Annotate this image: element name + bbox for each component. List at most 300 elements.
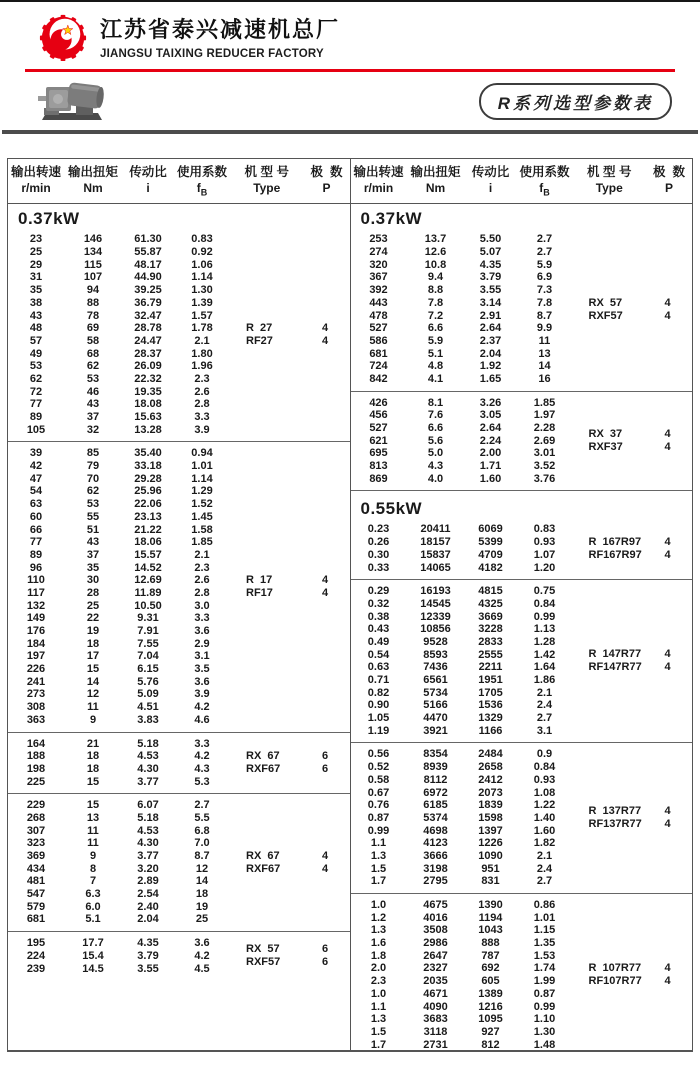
ratio-cell: 22.32 — [134, 372, 162, 385]
ratio-cell: 5.09 — [137, 688, 159, 701]
ratio-cell: 2.64 — [479, 322, 502, 335]
service-factor-cell: 2.3 — [194, 372, 210, 385]
sub-header — [0, 74, 700, 130]
ratio-cell: 2.89 — [137, 875, 159, 888]
service-factor-cell: 0.99 — [533, 1000, 556, 1013]
power-section-label: 0.37kW — [18, 209, 80, 229]
data-block — [351, 746, 693, 890]
service-factor-cell: 2.4 — [536, 699, 553, 712]
poles-value: 4 — [664, 535, 671, 548]
service-factor-cell: 1.52 — [191, 498, 213, 511]
torque-cell: 15 — [86, 663, 100, 676]
ratio-cell: 13.28 — [134, 423, 162, 436]
power-section-label: 0.55kW — [360, 499, 423, 519]
ratio-cell: 1390 — [478, 899, 503, 912]
service-factor-cell: 3.5 — [194, 663, 210, 676]
speed-cell: 49 — [29, 347, 43, 360]
service-factor-cell: 1.85 — [533, 396, 556, 409]
torque-cell: 4016 — [423, 911, 448, 924]
ratio-cell: 4.30 — [137, 762, 159, 775]
ratio-cell: 1.92 — [479, 360, 502, 373]
service-factor-cell: 3.1 — [536, 724, 553, 737]
torque-cell: 8.8 — [427, 284, 444, 297]
ratio-cell: 2.91 — [479, 309, 502, 322]
ratio-cell: 19.35 — [134, 385, 162, 398]
torque-cell: 69 — [86, 322, 100, 335]
type-line — [230, 850, 350, 863]
speed-cell: 695 — [369, 447, 388, 460]
ratio-cell: 4.30 — [137, 837, 159, 850]
ratio-cell: 2658 — [478, 761, 503, 774]
torque-cell: 9 — [89, 850, 97, 863]
model-type: RX 37 — [588, 428, 623, 441]
ratio-cell: 3228 — [478, 623, 503, 636]
speed-cell: 226 — [26, 663, 46, 676]
torque-cell: 17 — [86, 650, 100, 663]
ratio-cell: 605 — [481, 975, 500, 988]
poles-value: 4 — [664, 818, 671, 831]
ratio-cell: 4.51 — [137, 701, 159, 714]
torque-cell: 79 — [86, 460, 100, 473]
speed-cell: 724 — [369, 360, 388, 373]
speed-cell: 527 — [369, 322, 388, 335]
torque-cell: 18157 — [420, 536, 451, 549]
speed-cell: 443 — [369, 296, 388, 309]
speed-cell: 1.3 — [370, 1013, 387, 1026]
torque-cell: 51 — [86, 523, 100, 536]
ratio-cell: 48.17 — [134, 258, 162, 271]
company-header — [0, 2, 700, 63]
ratio-cell: 1329 — [478, 712, 503, 725]
speed-cell: 1.5 — [370, 1025, 387, 1038]
service-factor-cell: 18 — [195, 888, 209, 901]
torque-cell: 107 — [83, 271, 103, 284]
type-label-group — [230, 935, 350, 977]
service-factor-cell: 2.1 — [194, 334, 210, 347]
poles-value: 4 — [321, 334, 329, 347]
ratio-cell: 1216 — [478, 1000, 503, 1013]
ratio-cell: 1705 — [478, 686, 503, 699]
service-factor-cell: 1.85 — [191, 536, 213, 549]
speed-cell: 0.32 — [367, 597, 390, 610]
ratio-cell: 692 — [481, 962, 500, 975]
speed-cell: 48 — [29, 322, 43, 335]
ratio-cell: 4.35 — [479, 258, 502, 271]
type-line — [230, 750, 350, 763]
service-factor-cell: 1.13 — [533, 623, 556, 636]
speed-cell: 31 — [29, 271, 43, 284]
speed-cell: 1.8 — [370, 949, 387, 962]
service-factor-cell: 2.1 — [536, 686, 553, 699]
service-factor-cell: 1.40 — [533, 811, 556, 824]
torque-cell: 5.0 — [427, 447, 444, 460]
torque-cell: 16193 — [420, 585, 451, 598]
type-line — [573, 648, 693, 661]
data-block — [8, 231, 350, 438]
torque-cell: 7.6 — [427, 409, 444, 422]
type-label-group — [573, 521, 693, 576]
service-factor-cell: 3.9 — [194, 423, 210, 436]
col-header-ratio: 传动比 i — [129, 165, 167, 195]
speed-cell: 54 — [29, 485, 43, 498]
speed-cell: 392 — [369, 284, 388, 297]
poles-value: 4 — [664, 296, 671, 309]
speed-cell: 224 — [26, 949, 46, 962]
col-header-speed: 输出转速 r/min — [10, 165, 61, 195]
type-label-group — [573, 583, 693, 739]
ratio-cell: 4815 — [478, 585, 503, 598]
gray-divider-rule — [2, 130, 698, 134]
col-header-poles: 极 数 P — [653, 165, 685, 195]
torque-cell: 70 — [86, 472, 100, 485]
ratio-cell: 2.04 — [479, 347, 502, 360]
ratio-cell: 4182 — [478, 561, 503, 574]
service-factor-cell: 0.84 — [533, 761, 556, 774]
speed-cell: 367 — [369, 271, 388, 284]
type-label-group — [230, 797, 350, 928]
service-factor-cell: 4.6 — [194, 713, 210, 726]
model-type: RXF57 — [246, 956, 281, 969]
speed-cell: 1.19 — [367, 724, 390, 737]
service-factor-cell: 2.8 — [194, 398, 210, 411]
service-factor-cell: 12 — [195, 862, 209, 875]
type-line — [573, 818, 693, 831]
ratio-cell: 2555 — [478, 648, 503, 661]
speed-cell: 57 — [29, 334, 43, 347]
ratio-cell: 5399 — [478, 536, 503, 549]
speed-cell: 369 — [26, 850, 46, 863]
data-block — [351, 583, 693, 739]
table-panel-right — [351, 159, 693, 1050]
speed-cell: 0.71 — [367, 674, 390, 687]
table-body-left — [8, 204, 350, 977]
torque-cell: 9528 — [423, 635, 448, 648]
torque-cell: 94 — [86, 284, 100, 297]
speed-cell: 43 — [29, 309, 43, 322]
speed-cell: 1.3 — [370, 849, 387, 862]
ratio-cell: 3669 — [478, 610, 503, 623]
service-factor-cell: 1.35 — [533, 937, 556, 950]
ratio-cell: 5.76 — [137, 675, 159, 688]
service-factor-cell: 1.42 — [533, 648, 556, 661]
service-factor-cell: 1.86 — [533, 674, 556, 687]
data-block — [351, 521, 693, 576]
torque-cell: 3666 — [423, 849, 448, 862]
ratio-cell: 2211 — [478, 661, 503, 674]
block-divider — [351, 490, 693, 491]
service-factor-cell: 1.82 — [533, 837, 556, 850]
speed-cell: 586 — [369, 334, 388, 347]
service-factor-cell: 1.57 — [191, 309, 213, 322]
selection-parameter-table — [7, 158, 693, 1052]
speed-cell: 842 — [369, 372, 388, 385]
poles-value: 6 — [321, 749, 329, 762]
torque-cell: 14065 — [420, 561, 451, 574]
torque-cell: 62 — [86, 360, 100, 373]
speed-cell: 164 — [26, 737, 46, 750]
service-factor-cell: 4.3 — [194, 762, 210, 775]
service-factor-cell: 0.9 — [536, 748, 553, 761]
service-factor-cell: 1.01 — [191, 460, 213, 473]
service-factor-cell: 6.8 — [194, 824, 210, 837]
speed-cell: 184 — [26, 637, 46, 650]
type-line — [573, 962, 693, 975]
poles-value: 4 — [321, 849, 329, 862]
service-factor-cell: 1.06 — [191, 258, 213, 271]
speed-cell: 0.26 — [367, 536, 390, 549]
torque-cell: 7.2 — [427, 309, 444, 322]
torque-cell: 5.1 — [427, 347, 444, 360]
ratio-cell: 25.96 — [134, 485, 162, 498]
type-line — [573, 441, 693, 454]
ratio-cell: 12.69 — [134, 574, 162, 587]
torque-cell: 13 — [86, 811, 100, 824]
service-factor-cell: 3.76 — [533, 472, 556, 485]
type-line — [573, 661, 693, 674]
torque-cell: 4.0 — [427, 472, 444, 485]
model-type: RXF67 — [246, 762, 281, 775]
speed-cell: 1.05 — [367, 712, 390, 725]
ratio-cell: 951 — [481, 862, 500, 875]
poles-value: 6 — [321, 762, 329, 775]
torque-cell: 14.5 — [82, 962, 104, 975]
speed-cell: 813 — [369, 460, 388, 473]
speed-cell: 0.76 — [367, 799, 390, 812]
model-type: RXF37 — [588, 441, 623, 454]
torque-cell: 18 — [86, 637, 100, 650]
ratio-cell: 29.28 — [134, 472, 162, 485]
service-factor-cell: 1.29 — [191, 485, 213, 498]
table-panel-left — [8, 159, 351, 1050]
torque-cell: 11 — [87, 824, 99, 837]
service-factor-cell: 1.96 — [191, 360, 213, 373]
speed-cell: 42 — [29, 460, 43, 473]
speed-cell: 1.0 — [370, 987, 387, 1000]
service-factor-cell: 3.3 — [194, 411, 210, 424]
service-factor-cell: 1.39 — [191, 296, 213, 309]
service-factor-cell: 3.52 — [533, 460, 556, 473]
model-type: R 107R77 — [588, 962, 642, 975]
speed-cell: 308 — [26, 701, 46, 714]
speed-cell: 2.0 — [370, 962, 387, 975]
service-factor-cell: 2.7 — [194, 799, 210, 812]
torque-cell: 19 — [86, 625, 100, 638]
poles-value: 4 — [664, 428, 671, 441]
speed-cell: 0.43 — [367, 623, 390, 636]
speed-cell: 197 — [26, 650, 46, 663]
speed-cell: 225 — [26, 775, 46, 788]
torque-cell: 17.7 — [82, 937, 104, 950]
speed-cell: 456 — [369, 409, 388, 422]
ratio-cell: 3.14 — [479, 296, 502, 309]
type-line — [573, 536, 693, 549]
torque-cell: 18 — [86, 762, 100, 775]
speed-cell: 66 — [29, 523, 43, 536]
service-factor-cell: 0.93 — [533, 773, 556, 786]
service-factor-cell: 2.1 — [194, 548, 210, 561]
ratio-cell: 39.25 — [134, 284, 162, 297]
ratio-cell: 1951 — [478, 674, 503, 687]
torque-cell: 55 — [86, 510, 100, 523]
torque-cell: 2647 — [423, 949, 448, 962]
service-factor-cell: 8.7 — [194, 850, 210, 863]
speed-cell: 426 — [369, 396, 388, 409]
speed-cell: 320 — [369, 258, 388, 271]
ratio-cell: 4.53 — [137, 824, 159, 837]
block-divider — [351, 579, 693, 580]
model-type: RF17 — [246, 586, 273, 599]
speed-cell: 176 — [26, 625, 46, 638]
type-label-group — [573, 395, 693, 488]
service-factor-cell: 1.01 — [533, 911, 556, 924]
ratio-cell: 1090 — [478, 849, 503, 862]
ratio-cell: 2833 — [478, 635, 503, 648]
speed-cell: 35 — [29, 284, 43, 297]
speed-cell: 273 — [26, 688, 46, 701]
speed-cell: 1.7 — [370, 1038, 387, 1050]
torque-cell: 88 — [86, 296, 100, 309]
ratio-cell: 11.89 — [134, 586, 162, 599]
service-factor-cell: 2.4 — [536, 862, 553, 875]
torque-cell: 46 — [86, 385, 100, 398]
ratio-cell: 3.20 — [137, 862, 159, 875]
ratio-cell: 3.05 — [479, 409, 502, 422]
ratio-cell: 10.50 — [134, 599, 162, 612]
service-factor-cell: 1.99 — [533, 975, 556, 988]
speed-cell: 0.99 — [367, 824, 390, 837]
torque-cell: 15.4 — [82, 949, 104, 962]
ratio-cell: 15.57 — [134, 548, 162, 561]
ratio-cell: 24.47 — [134, 334, 162, 347]
torque-cell: 5.1 — [85, 913, 101, 926]
ratio-cell: 2.54 — [137, 888, 159, 901]
service-factor-cell: 3.6 — [194, 937, 210, 950]
series-title-badge: R系列选型参数表 — [479, 83, 672, 120]
torque-cell: 15 — [86, 775, 100, 788]
block-divider — [8, 732, 350, 733]
service-factor-cell: 4.2 — [194, 949, 210, 962]
data-block — [8, 797, 350, 928]
block-divider — [351, 742, 693, 743]
torque-cell: 14545 — [420, 597, 451, 610]
service-factor-cell: 9.9 — [536, 322, 553, 335]
ratio-cell: 5.18 — [137, 737, 159, 750]
service-factor-cell: 3.6 — [194, 625, 210, 638]
ratio-cell: 2.40 — [137, 900, 159, 913]
model-type: RF147R77 — [588, 661, 642, 674]
service-factor-cell: 1.14 — [191, 271, 213, 284]
torque-cell: 8354 — [423, 748, 448, 761]
service-factor-cell: 1.14 — [191, 472, 213, 485]
torque-cell: 68 — [86, 347, 100, 360]
type-line — [230, 322, 350, 335]
ratio-cell: 7.91 — [137, 625, 159, 638]
company-titles — [100, 11, 340, 60]
type-line — [573, 310, 693, 323]
ratio-cell: 1194 — [478, 911, 503, 924]
ratio-cell: 26.09 — [134, 360, 162, 373]
torque-cell: 6.0 — [85, 900, 101, 913]
speed-cell: 132 — [26, 599, 46, 612]
speed-cell: 323 — [26, 837, 46, 850]
speed-cell: 1.6 — [370, 937, 387, 950]
speed-cell: 1.2 — [370, 911, 387, 924]
service-factor-cell: 2.7 — [536, 233, 553, 246]
service-factor-cell: 3.01 — [533, 447, 556, 460]
company-name-en: JIANGSU TAIXING REDUCER FACTORY — [100, 48, 324, 60]
service-factor-cell: 1.10 — [533, 1013, 556, 1026]
speed-cell: 229 — [26, 799, 46, 812]
poles-value: 4 — [664, 648, 671, 661]
speed-cell: 149 — [26, 612, 46, 625]
ratio-cell: 14.52 — [134, 561, 162, 574]
ratio-cell: 1397 — [478, 824, 503, 837]
service-factor-cell: 1.80 — [191, 347, 213, 360]
model-type: RF167R97 — [588, 548, 642, 561]
ratio-cell: 3.77 — [137, 775, 159, 788]
ratio-cell: 1598 — [478, 811, 503, 824]
ratio-cell: 2.04 — [137, 913, 159, 926]
torque-cell: 4671 — [423, 987, 448, 1000]
service-factor-cell: 16 — [538, 372, 551, 385]
torque-cell: 5374 — [423, 811, 448, 824]
ratio-cell: 15.63 — [134, 411, 162, 424]
service-factor-cell: 1.45 — [191, 510, 213, 523]
ratio-cell: 55.87 — [134, 246, 162, 259]
torque-cell: 4.3 — [427, 460, 444, 473]
speed-cell: 1.5 — [370, 862, 387, 875]
block-divider — [8, 793, 350, 794]
speed-cell: 105 — [26, 423, 46, 436]
data-block — [8, 445, 350, 728]
ratio-cell: 22.06 — [134, 498, 162, 511]
speed-cell: 527 — [369, 422, 388, 435]
service-factor-cell: 7.0 — [194, 837, 210, 850]
speed-cell: 0.29 — [367, 585, 390, 598]
speed-cell: 253 — [369, 233, 388, 246]
service-factor-cell: 1.78 — [191, 322, 213, 335]
service-factor-cell: 1.15 — [533, 924, 556, 937]
speed-cell: 0.52 — [367, 761, 390, 774]
torque-cell: 3508 — [423, 924, 448, 937]
ratio-cell: 28.78 — [134, 322, 162, 335]
ratio-cell: 2073 — [478, 786, 503, 799]
poles-value: 4 — [664, 548, 671, 561]
ratio-cell: 7.04 — [137, 650, 159, 663]
ratio-cell: 787 — [481, 949, 500, 962]
torque-cell: 25 — [86, 599, 100, 612]
ratio-cell: 1536 — [478, 699, 503, 712]
ratio-cell: 6.15 — [137, 663, 159, 676]
torque-cell: 4.8 — [427, 360, 444, 373]
block-divider — [8, 441, 350, 442]
speed-cell: 198 — [26, 762, 46, 775]
ratio-cell: 4325 — [478, 597, 503, 610]
torque-cell: 3198 — [423, 862, 448, 875]
speed-cell: 96 — [29, 561, 43, 574]
speed-cell: 481 — [26, 875, 46, 888]
ratio-cell: 1.71 — [479, 460, 502, 473]
model-type: RF27 — [246, 334, 273, 347]
service-factor-cell: 1.64 — [533, 661, 556, 674]
ratio-cell: 1.60 — [479, 472, 502, 485]
service-factor-cell: 0.83 — [533, 523, 556, 536]
speed-cell: 72 — [29, 385, 43, 398]
torque-cell: 12 — [86, 688, 100, 701]
type-line — [573, 428, 693, 441]
model-type: R 27 — [246, 321, 273, 334]
service-factor-cell: 25 — [195, 913, 209, 926]
